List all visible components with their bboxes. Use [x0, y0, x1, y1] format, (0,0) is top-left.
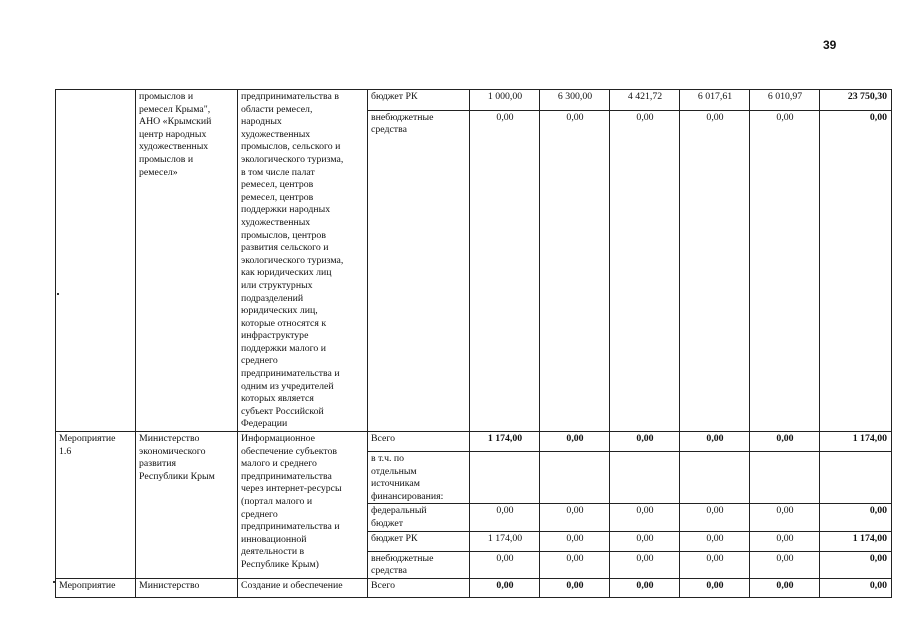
- total-cell: 23 750,30: [820, 90, 892, 111]
- description-cell: предпринимательства в области ремесел, народных художественных промыслов, сельского и экологического туризма, в том числе палат ремесел, центров ремесел, центров поддержки народных художественных промыслов, центров развития сельского и экологического туризма, как юридических лиц или структурных подразделений юридических лиц, которые относятся к инфраструктуре поддержки малого и среднего предпринимательства и одним из учредителей которых является субъект Российской Федерации: [238, 90, 368, 432]
- table-row: [56, 432, 892, 452]
- value-cell: 1 174,00: [470, 531, 540, 551]
- event-cell: Мероприятие: [56, 578, 136, 597]
- value-cell: 0,00: [680, 551, 750, 578]
- source-cell: Всего: [368, 432, 470, 452]
- value-cell: 0,00: [610, 531, 680, 551]
- value-cell: 0,00: [470, 504, 540, 531]
- value-cell: 0,00: [610, 551, 680, 578]
- value-cell: 0,00: [750, 504, 820, 531]
- total-cell: 1 174,00: [820, 432, 892, 452]
- executor-cell: Министерство экономического развития Республики Крым: [136, 432, 238, 579]
- value-cell: 1 000,00: [470, 90, 540, 111]
- value-cell: 0,00: [680, 531, 750, 551]
- value-cell: 0,00: [610, 110, 680, 431]
- value-cell: 0,00: [750, 551, 820, 578]
- value-cell: 0,00: [540, 578, 610, 597]
- source-cell: в т.ч. по отдельным источникам финансирования:: [368, 452, 470, 504]
- value-cell: [610, 452, 680, 504]
- total-cell: [820, 452, 892, 504]
- source-cell: Всего: [368, 578, 470, 597]
- value-cell: 0,00: [680, 504, 750, 531]
- value-cell: 0,00: [540, 531, 610, 551]
- value-cell: 6 010,97: [750, 90, 820, 111]
- value-cell: 0,00: [540, 504, 610, 531]
- scan-speck: [53, 581, 55, 583]
- executor-cell: промыслов и ремесел Крыма", АНО «Крымский центр народных художественных промыслов и ремесел»: [136, 90, 238, 432]
- value-cell: 0,00: [470, 110, 540, 431]
- source-cell: внебюджетные средства: [368, 110, 470, 431]
- source-cell: внебюджетные средства: [368, 551, 470, 578]
- value-cell: 0,00: [610, 432, 680, 452]
- description-cell: Информационное обеспечение субъектов малого и среднего предпринимательства через интернет-ресурсы (портал малого и среднего предпринимательства и инновационной деятельности в Республике Крым): [238, 432, 368, 579]
- value-cell: [750, 452, 820, 504]
- value-cell: 0,00: [680, 432, 750, 452]
- value-cell: [470, 452, 540, 504]
- value-cell: 1 174,00: [470, 432, 540, 452]
- total-cell: 1 174,00: [820, 531, 892, 551]
- value-cell: [540, 452, 610, 504]
- financing-table: [55, 89, 892, 598]
- value-cell: 4 421,72: [610, 90, 680, 111]
- value-cell: 6 300,00: [540, 90, 610, 111]
- page-number: 39: [823, 38, 837, 52]
- value-cell: 0,00: [750, 578, 820, 597]
- value-cell: 0,00: [540, 432, 610, 452]
- value-cell: 0,00: [610, 578, 680, 597]
- value-cell: 0,00: [750, 432, 820, 452]
- value-cell: 0,00: [750, 110, 820, 431]
- table-row: [56, 90, 892, 111]
- value-cell: 0,00: [610, 504, 680, 531]
- value-cell: 0,00: [680, 110, 750, 431]
- source-cell: федеральный бюджет: [368, 504, 470, 531]
- source-cell: бюджет РК: [368, 531, 470, 551]
- total-cell: 0,00: [820, 110, 892, 431]
- event-cell: [56, 90, 136, 432]
- executor-cell: Министерство: [136, 578, 238, 597]
- value-cell: 0,00: [680, 578, 750, 597]
- table-row: [56, 578, 892, 597]
- scan-speck: [57, 293, 59, 295]
- source-cell: бюджет РК: [368, 90, 470, 111]
- total-cell: 0,00: [820, 578, 892, 597]
- value-cell: 0,00: [470, 578, 540, 597]
- value-cell: 6 017,61: [680, 90, 750, 111]
- value-cell: 0,00: [470, 551, 540, 578]
- value-cell: 0,00: [540, 110, 610, 431]
- value-cell: [680, 452, 750, 504]
- value-cell: 0,00: [750, 531, 820, 551]
- total-cell: 0,00: [820, 551, 892, 578]
- event-cell: Мероприятие 1.6: [56, 432, 136, 579]
- description-cell: Создание и обеспечение: [238, 578, 368, 597]
- total-cell: 0,00: [820, 504, 892, 531]
- value-cell: 0,00: [540, 551, 610, 578]
